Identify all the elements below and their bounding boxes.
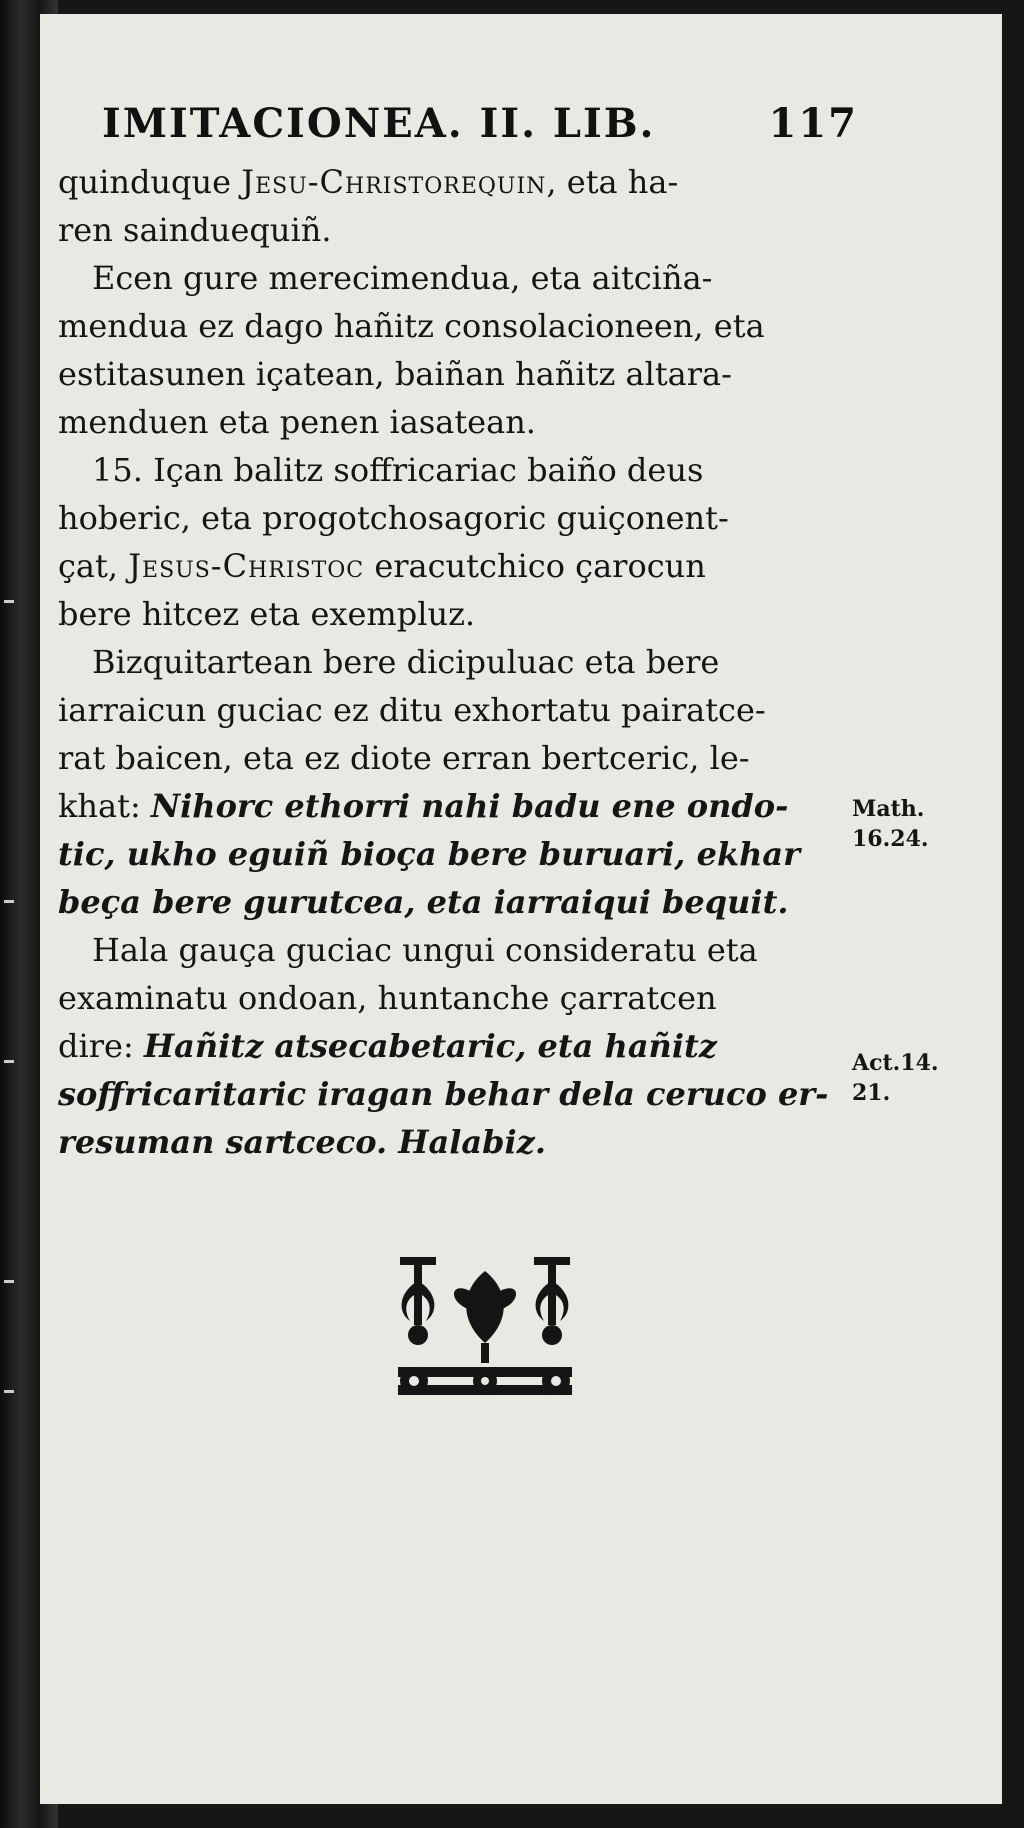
- margin-note-ref: 16.24.: [852, 826, 929, 852]
- body-text: [58, 158, 848, 1166]
- page-number: 117: [768, 100, 858, 147]
- text-line: tic, ukho eguiñ bioça bere buruari, ekhar: [58, 835, 800, 873]
- text-line: çat, Jesus-Christoc eracutchico çarocun: [58, 547, 706, 585]
- text-line: khat: Nihorc ethorri nahi badu ene ondo-: [58, 787, 789, 825]
- running-head-title: IMITACIONEA. II. LIB.: [102, 100, 656, 147]
- floral-ornament-icon: [390, 1251, 580, 1411]
- spine-edge-mark: [4, 900, 14, 903]
- text-line: ren sainduequiñ.: [58, 211, 332, 249]
- margin-note-ref: Act.14.: [852, 1050, 939, 1076]
- text-line: rat baicen, eta ez diote erran bertceric, le-: [58, 739, 750, 777]
- spine-edge-mark: [4, 1060, 14, 1063]
- text-line: Hala gauça guciac ungui consideratu eta: [92, 931, 758, 969]
- margin-note-ref: Math.: [852, 796, 925, 822]
- text-line: bere hitcez eta exempluz.: [58, 595, 476, 633]
- text-line: quinduque Jesu-Christorequin, eta ha-: [58, 163, 679, 201]
- text-line: iarraicun guciac ez ditu exhortatu pairatce-: [58, 691, 766, 729]
- text-line: dire: Hañitz atsecabetaric, eta hañitz: [58, 1027, 717, 1065]
- text-line: beça bere gurutcea, eta iarraiqui bequit.: [58, 883, 789, 921]
- spine-edge-mark: [4, 600, 14, 603]
- text-line: estitasunen içatean, baiñan hañitz altara-: [58, 355, 732, 393]
- margin-note-ref: 21.: [852, 1080, 891, 1106]
- text-line: soffricaritaric iragan behar dela ceruco er-: [58, 1075, 829, 1113]
- spine-edge-mark: [4, 1280, 14, 1283]
- text-line: mendua ez dago hañitz consolacioneen, eta: [58, 307, 765, 345]
- book-page: [40, 14, 1002, 1804]
- running-head: [102, 100, 858, 147]
- text-line: menduen eta penen iasatean.: [58, 403, 536, 441]
- margin-note: [852, 794, 992, 854]
- spine-edge-mark: [4, 1390, 14, 1393]
- text-line: Bizquitartean bere dicipuluac eta bere: [92, 643, 720, 681]
- text-line: resuman sartceco. Halabiz.: [58, 1123, 546, 1161]
- text-line: examinatu ondoan, huntanche çarratcen: [58, 979, 717, 1017]
- text-line: 15. Içan balitz soffricariac baiño deus: [92, 451, 704, 489]
- margin-note: [852, 1048, 992, 1108]
- text-line: Ecen gure merecimendua, eta aitciña-: [92, 259, 713, 297]
- text-line: hoberic, eta progotchosagoric guiçonent-: [58, 499, 729, 537]
